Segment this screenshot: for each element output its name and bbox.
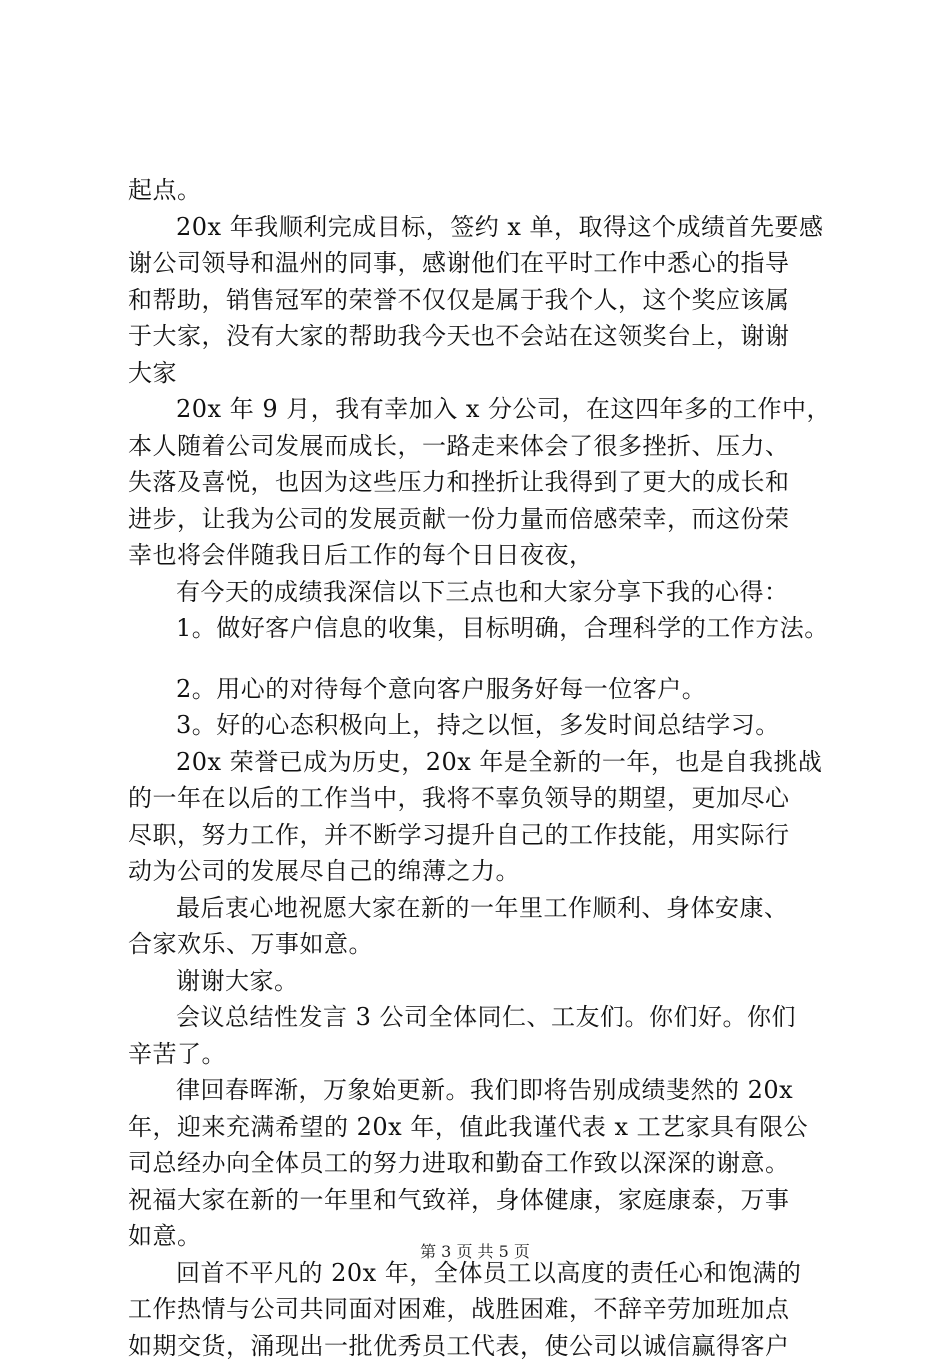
text-line: 动为公司的发展尽自己的绵薄之力。: [128, 853, 848, 890]
text-line: 有今天的成绩我深信以下三点也和大家分享下我的心得：: [128, 574, 848, 611]
text-line: 20x 荣誉已成为历史，20x 年是全新的一年，也是自我挑战: [128, 744, 848, 781]
text-line: 工作热情与公司共同面对困难，战胜困难，不辞辛劳加班加点: [128, 1291, 848, 1328]
text-line: 大家: [128, 355, 848, 392]
text-line: 尽职，努力工作，并不断学习提升自己的工作技能，用实际行: [128, 817, 848, 854]
text-line: 如期交货，涌现出一批优秀员工代表，使公司以诚信赢得客户: [128, 1328, 848, 1364]
list-item: 1。做好客户信息的收集，目标明确，合理科学的工作方法。: [128, 610, 848, 647]
text-line: 起点。: [128, 172, 848, 209]
text-line: 司总经办向全体员工的努力进取和勤奋工作致以深深的谢意。: [128, 1145, 848, 1182]
list-item: 3。好的心态积极向上，持之以恒，多发时间总结学习。: [128, 707, 848, 744]
text-line: 失落及喜悦，也因为这些压力和挫折让我得到了更大的成长和: [128, 464, 848, 501]
text-line: 进步，让我为公司的发展贡献一份力量而倍感荣幸，而这份荣: [128, 501, 848, 538]
text-line: 本人随着公司发展而成长，一路走来体会了很多挫折、压力、: [128, 428, 848, 465]
page-number: 第 3 页 共 5 页: [0, 1240, 950, 1264]
text-line: 合家欢乐、万事如意。: [128, 926, 848, 963]
text-line: 谢公司领导和温州的同事，感谢他们在平时工作中悉心的指导: [128, 245, 848, 282]
text-line: 20x 年我顺利完成目标，签约 x 单，取得这个成绩首先要感: [128, 209, 848, 246]
text-line: 最后衷心地祝愿大家在新的一年里工作顺利、身体安康、: [128, 890, 848, 927]
text-line: 和帮助，销售冠军的荣誉不仅仅是属于我个人，这个奖应该属: [128, 282, 848, 319]
text-line: 祝福大家在新的一年里和气致祥，身体健康，家庭康泰，万事: [128, 1182, 848, 1219]
text-line: 年，迎来充满希望的 20x 年，值此我谨代表 x 工艺家具有限公: [128, 1109, 848, 1146]
text-line: 如意。: [128, 1218, 848, 1255]
text-line: 的一年在以后的工作当中，我将不辜负领导的期望，更加尽心: [128, 780, 848, 817]
text-line: 会议总结性发言 3 公司全体同仁、工友们。你们好。你们: [128, 999, 848, 1036]
text-line: 20x 年 9 月，我有幸加入 x 分公司，在这四年多的工作中，: [128, 391, 848, 428]
text-line: 于大家，没有大家的帮助我今天也不会站在这领奖台上，谢谢: [128, 318, 848, 355]
text-line: 辛苦了。: [128, 1036, 848, 1073]
text-line: 幸也将会伴随我日后工作的每个日日夜夜，: [128, 537, 848, 574]
text-line: 律回春晖渐，万象始更新。我们即将告别成绩斐然的 20x: [128, 1072, 848, 1109]
text-line: 回首不平凡的 20x 年，全体员工以高度的责任心和饱满的: [128, 1255, 848, 1292]
text-line: 谢谢大家。: [128, 963, 848, 1000]
document-body: [128, 172, 848, 1364]
list-item: 2。用心的对待每个意向客户服务好每一位客户。: [128, 671, 848, 708]
paragraph-gap: [128, 647, 848, 671]
